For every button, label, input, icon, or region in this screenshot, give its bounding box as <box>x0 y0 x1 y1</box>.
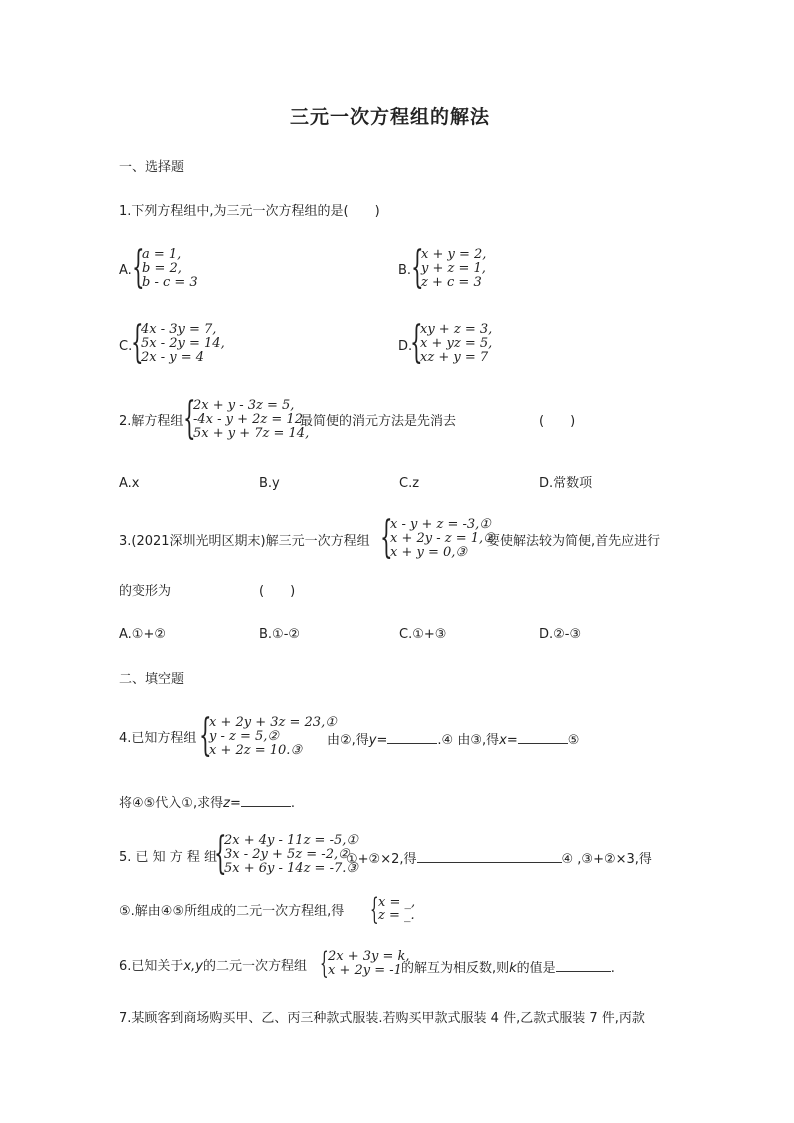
equation: x + 2z = 10.③ <box>209 743 303 758</box>
var-x: x <box>499 733 507 748</box>
answer-x: x = _, <box>378 895 416 910</box>
brace-icon: { <box>199 710 212 761</box>
equation: x + 2y - z = 1,② <box>390 531 495 546</box>
q1-option-b-system[interactable] <box>411 242 531 293</box>
question-5-prefix: 5. 已 知 方 程 组 <box>119 850 218 865</box>
q6-prefix2: 的二元一次方程组 <box>202 959 307 974</box>
q5-mid2: ④ ,③+②×3,得 <box>561 852 652 867</box>
equation: 2x - y = 4 <box>141 350 205 365</box>
q2-option-b[interactable]: B.y <box>259 476 280 491</box>
equation: 4x - 3y = 7, <box>141 322 217 337</box>
brace-icon: { <box>411 242 424 293</box>
answer-z: z = _. <box>378 908 415 923</box>
var-k: k <box>509 961 517 976</box>
q5-line2: ⑤.解由④⑤所组成的二元一次方程组,得 <box>119 904 345 919</box>
q4-mid1: 由②,得 <box>327 733 369 748</box>
equation: x + y = 2, <box>421 247 487 262</box>
question-3-prefix: 3.(2021深圳光明区期末)解三元一次方程组 <box>119 534 370 549</box>
answer-blank-k[interactable] <box>556 960 611 972</box>
q1-option-a-system[interactable] <box>132 242 252 293</box>
equation: x + yz = 5, <box>420 336 493 351</box>
q2-option-a[interactable]: A.x <box>119 476 140 491</box>
q6-suffix: 的解互为相反数,则 <box>401 961 510 976</box>
q4-line2a: 将④⑤代入①,求得 <box>119 796 224 811</box>
answer-paren[interactable]: ( ) <box>259 584 296 599</box>
q4-mark5: ⑤ <box>567 733 580 748</box>
section-heading-fill: 二、填空题 <box>119 672 185 687</box>
equation: -4x - y + 2z = 12 <box>193 412 303 427</box>
var-z: z <box>223 796 230 811</box>
equation: y + z = 1, <box>421 261 486 276</box>
equation: xz + y = 7 <box>420 350 489 365</box>
q4-line2b: . <box>290 796 295 811</box>
q3-option-a[interactable]: A.①+② <box>119 627 166 642</box>
equation: 3x - 2y + 5z = -2,② <box>224 847 350 862</box>
brace-icon: { <box>410 317 423 368</box>
question-7-text: 7.某顾客到商场购买甲、乙、丙三种款式服装.若购买甲款式服装 4 件,乙款式服装 7 件,丙款 <box>119 1011 645 1026</box>
q5-answer-system[interactable] <box>370 892 430 927</box>
equation: x + 2y = -1 <box>328 963 402 978</box>
equation: a = 1, <box>142 247 182 262</box>
section-heading-choice: 一、选择题 <box>119 160 185 175</box>
q2-option-c[interactable]: C.z <box>399 476 420 491</box>
q3-option-c[interactable]: C.①+③ <box>399 627 447 642</box>
question-3-line2: 的变形为 <box>119 584 172 599</box>
brace-icon: { <box>370 892 379 927</box>
q3-system <box>380 512 495 563</box>
equals: = <box>506 733 518 748</box>
q1-option-d-system[interactable] <box>410 317 530 368</box>
equation: x + y = 0,③ <box>390 545 468 560</box>
q1-option-d-label: D. <box>398 339 413 354</box>
q2-option-d[interactable]: D.常数项 <box>539 476 593 491</box>
q4-line2 <box>119 795 295 810</box>
q6-line <box>119 960 307 973</box>
equation: y - z = 5,② <box>209 729 280 744</box>
question-2-suffix: 最简便的消元方法是先消去 <box>300 414 457 429</box>
equation: 2x + 3y = k, <box>328 949 410 964</box>
equation: x + 2y + 3z = 23,① <box>209 715 337 730</box>
brace-icon: { <box>132 242 145 293</box>
question-1-stem: 1.下列方程组中,为三元一次方程组的是( ) <box>119 204 380 219</box>
var-y: y <box>368 733 377 748</box>
q4-line1 <box>327 732 579 747</box>
equation: b - c = 3 <box>142 275 198 290</box>
q6-vars: x,y <box>183 959 203 974</box>
equation: 5x + y + 7z = 14, <box>193 426 310 441</box>
q1-option-c-system[interactable] <box>131 317 251 368</box>
brace-icon: { <box>320 946 329 981</box>
q1-option-c-label: C. <box>119 339 133 354</box>
equation: z + c = 3 <box>421 275 482 290</box>
q5-line1 <box>346 851 652 866</box>
q2-system <box>183 393 310 444</box>
brace-icon: { <box>131 317 144 368</box>
q6-system <box>320 946 410 981</box>
answer-blank-x[interactable] <box>518 732 568 744</box>
equation: 5x - 2y = 14, <box>141 336 225 351</box>
question-2-prefix: 2.解方程组 <box>119 414 184 429</box>
q6-suffix2: 的值是 <box>516 961 556 976</box>
q5-mid: ①+②×2,得 <box>346 852 417 867</box>
page-title: 三元一次方程组的解法 <box>290 106 491 128</box>
brace-icon: { <box>380 512 393 563</box>
equation: 2x + y - 3z = 5, <box>193 398 295 413</box>
equation: b = 2, <box>142 261 182 276</box>
q1-option-b-label: B. <box>398 263 412 278</box>
question-4-prefix: 4.已知方程组 <box>119 731 197 746</box>
equation: 5x + 6y - 14z = -7.③ <box>224 861 359 876</box>
equation: xy + z = 3, <box>420 322 493 337</box>
q4-mark4: .④ 由③,得 <box>437 733 500 748</box>
brace-icon: { <box>183 393 196 444</box>
q3-option-d[interactable]: D.②-③ <box>539 627 582 642</box>
q5-system <box>214 828 359 879</box>
q3-option-b[interactable]: B.①-② <box>259 627 301 642</box>
equals: = <box>376 733 388 748</box>
equation: 2x + 4y - 11z = -5,① <box>224 833 359 848</box>
answer-blank-eq4[interactable] <box>417 851 562 863</box>
question-3-suffix: 要使解法较为简便,首先应进行 <box>487 534 661 549</box>
answer-blank-y[interactable] <box>387 732 437 744</box>
equation: x - y + z = -3,① <box>390 517 491 532</box>
answer-paren[interactable]: ( ) <box>539 414 576 429</box>
q6-prefix: 6.已知关于 <box>119 959 184 974</box>
q4-system <box>199 710 337 761</box>
answer-blank-z[interactable] <box>241 795 291 807</box>
q6-suffix-line <box>401 960 615 975</box>
q1-option-a-label: A. <box>119 263 132 278</box>
q6-end: . <box>610 961 615 976</box>
equals: = <box>229 796 241 811</box>
brace-icon: { <box>214 828 227 879</box>
